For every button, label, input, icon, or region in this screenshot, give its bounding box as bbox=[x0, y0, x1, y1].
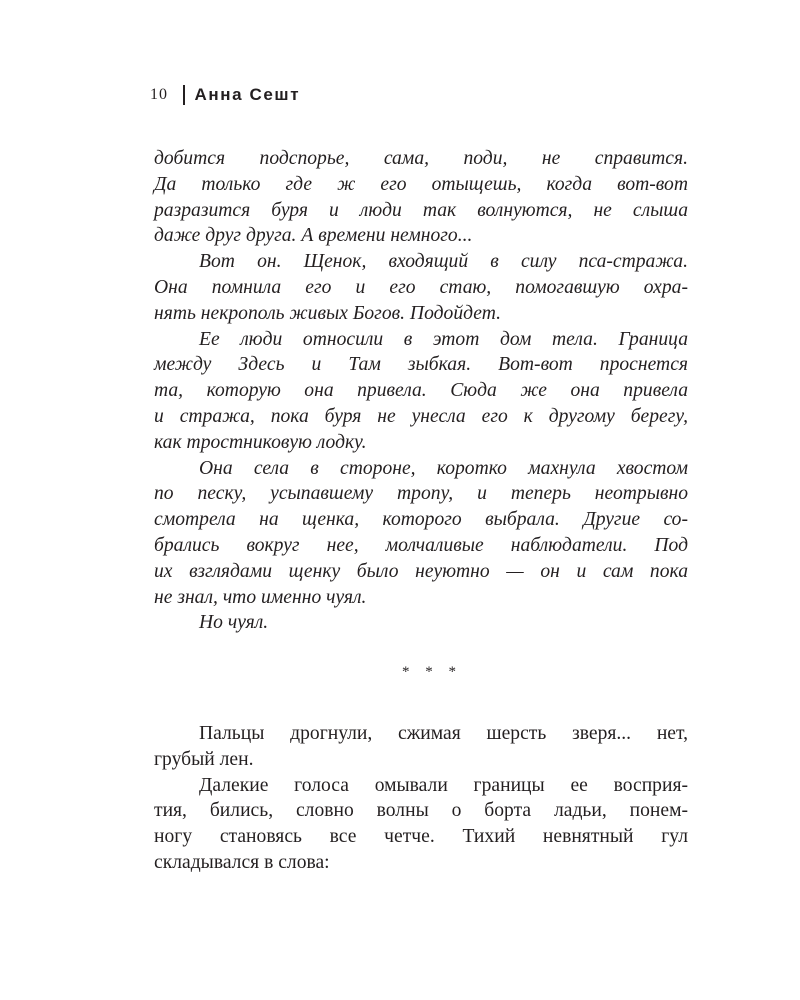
running-header bbox=[150, 84, 300, 106]
text-line: по песку, усыпавшему тропу, и теперь неотрывно bbox=[154, 483, 688, 505]
paragraph bbox=[154, 773, 688, 876]
text-line: та, которую она привела. Сюда же она привела bbox=[154, 380, 688, 402]
text-line: ногу становясь все четче. Тихий невнятный гул bbox=[154, 826, 688, 848]
text-line: разразится буря и люди так волнуются, не слыша bbox=[154, 199, 688, 221]
paragraph bbox=[154, 456, 688, 611]
italic-section bbox=[154, 146, 688, 636]
paragraph bbox=[154, 327, 688, 456]
text-line: Но чуял. bbox=[199, 612, 269, 634]
roman-section bbox=[154, 721, 688, 876]
text-line: добится подспорье, сама, поди, не справится. bbox=[154, 148, 688, 169]
paragraph bbox=[154, 249, 688, 326]
text-line: не знал, что именно чуял. bbox=[154, 586, 367, 608]
text-line: нять некрополь живых Богов. Подойдет. bbox=[154, 302, 501, 324]
text-line: Ее люди относили в этот дом тела. Граница bbox=[199, 328, 688, 350]
header-divider bbox=[183, 85, 185, 105]
text-line: Далекие голоса омывали границы ее восприя- bbox=[199, 774, 688, 796]
text-line: брались вокруг нее, молчаливые наблюдатели. Под bbox=[154, 534, 688, 556]
paragraph bbox=[154, 146, 688, 249]
page-body bbox=[154, 146, 688, 876]
text-line: Пальцы дрогнули, сжимая шерсть зверя... нет, bbox=[199, 722, 688, 744]
text-line: складывался в слова: bbox=[154, 851, 330, 873]
text-line: Она села в стороне, коротко махнула хвостом bbox=[199, 457, 688, 479]
text-line: и стража, пока буря не унесла его к другому берегу, bbox=[154, 405, 688, 427]
text-line: Вот он. Щенок, входящий в силу пса-стража. bbox=[199, 251, 688, 273]
text-line: между Здесь и Там зыбкая. Вот-вот проснется bbox=[154, 354, 688, 376]
text-line: грубый лен. bbox=[154, 748, 254, 770]
page-number: 10 bbox=[150, 86, 168, 103]
text-line: даже друг друга. А времени немного... bbox=[154, 225, 473, 247]
text-line: тия, бились, словно волны о борта ладьи, понем- bbox=[154, 800, 688, 822]
paragraph bbox=[154, 610, 688, 636]
scene-break: * * * bbox=[402, 664, 462, 681]
text-line: Она помнила его и его стаю, помогавшую охра- bbox=[154, 276, 688, 298]
paragraph bbox=[154, 721, 688, 773]
text-line: смотрела на щенка, которого выбрала. Другие со- bbox=[154, 509, 688, 531]
author-name: Анна Сешт bbox=[194, 85, 301, 104]
text-line: Да только где ж его отыщешь, когда вот-вот bbox=[154, 173, 688, 195]
text-line: их взглядами щенку было неуютно — он и сам пока bbox=[154, 560, 688, 582]
text-line: как тростниковую лодку. bbox=[154, 431, 367, 453]
